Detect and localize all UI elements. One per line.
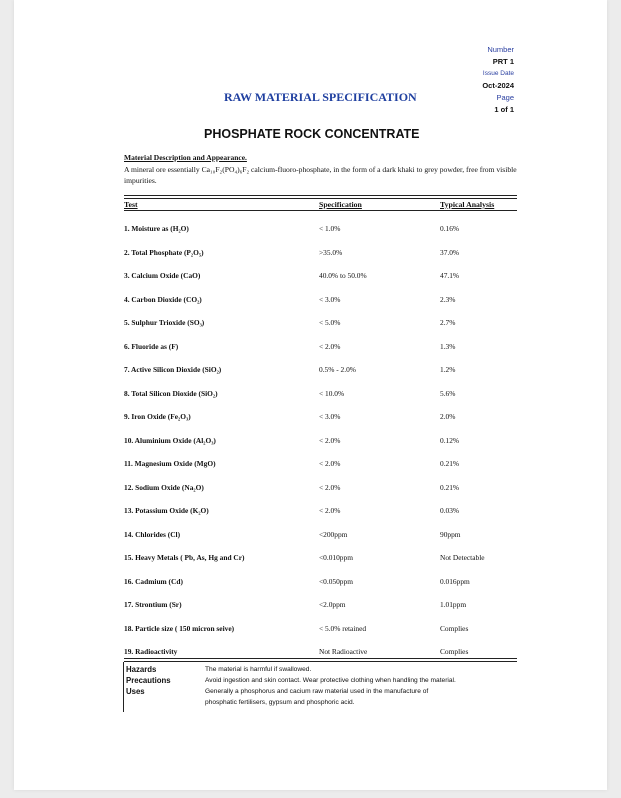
typical-analysis-value: 1.01ppm [440,600,467,609]
header-test: Test [124,200,138,209]
table-row [124,624,517,638]
hazards-text: The material is harmful if swallowed. [205,666,312,673]
test-name: 13. Potassium Oxide (K₂O) [124,506,209,515]
table-row [124,412,517,426]
issue-date-value: Oct-2024 [482,81,514,90]
specification-value: < 2.0% [319,506,341,515]
number-label: Number [487,45,514,54]
specification-value: <0.010ppm [319,553,353,562]
typical-analysis-value: 2.0% [440,412,456,421]
typical-analysis-value: 0.21% [440,482,460,492]
precautions-text: Avoid ingestion and skin contact. Wear protective clothing when handling the material. [205,677,456,684]
typical-analysis-value: Not Detectable [440,553,485,562]
typical-analysis-value: 2.7% [440,318,456,327]
page-label: Page [496,93,514,102]
specification-value: 0.5% - 2.0% [319,365,356,374]
test-name: 19. Radioactivity [124,647,178,656]
table-row [124,577,517,591]
table-row [124,553,517,567]
test-name: 12. Sodium Oxide (Na₂O) [124,482,204,492]
issue-date-label: Issue Date [482,70,514,77]
typical-analysis-value: 1.2% [440,365,456,374]
typical-analysis-value: 0.016ppm [440,576,470,586]
page-value: 1 of 1 [494,105,514,114]
table-row [124,224,517,238]
table-row [124,530,517,544]
table-row [124,342,517,356]
uses-text-line-2: phosphatic fertilisers, gypsum and phosphoric acid. [205,699,355,706]
header-typical-analysis: Typical Analysis [440,200,495,209]
document-meta [394,44,514,116]
table-row [124,318,517,332]
typical-analysis-value: 0.12% [440,435,460,445]
table-row [124,506,517,520]
typical-analysis-value: 90ppm [440,529,461,539]
test-name: 10. Aluminium Oxide (Al₂O₃) [124,435,216,445]
specification-value: < 10.0% [319,388,345,398]
test-name: 8. Total Silicon Dioxide (SiO₂) [124,388,218,398]
description-heading: Material Description and Appearance. [124,153,247,162]
description-text: A mineral ore essentially Ca₁₀F₂(PO₄)₆F₂ calcium-fluoro-phosphate, in the form of a dark khaki to grey powder, free from visible impurities. [124,165,517,185]
specification-value: <200ppm [319,529,348,539]
test-name: 9. Iron Oxide (Fe₂O₃) [124,412,191,421]
header-specification: Specification [319,200,362,209]
specification-value: < 2.0% [319,435,341,445]
uses-label: Uses [126,687,145,696]
test-name: 18. Particle size ( 150 micron seive) [124,623,235,633]
table-bottom-rule [124,658,517,659]
table-top-rule-2 [124,198,517,199]
table-row [124,483,517,497]
specification-value: < 5.0% retained [319,623,367,633]
table-row [124,248,517,262]
specification-value: < 5.0% [319,318,341,327]
footer-labels [126,664,171,697]
spec-title: RAW MATERIAL SPECIFICATION [224,90,417,104]
test-name: 14. Chlorides (Cl) [124,529,181,539]
test-name: 4. Carbon Dioxide (CO₂) [124,294,202,304]
typical-analysis-value: Complies [440,623,469,633]
typical-analysis-value: 1.3% [440,341,456,351]
specification-value: < 2.0% [319,341,341,351]
specification-value: < 2.0% [319,482,341,492]
specification-value: < 1.0% [319,224,341,233]
typical-analysis-value: Complies [440,647,469,656]
specification-value: < 3.0% [319,412,341,421]
specification-value: <0.050ppm [319,576,353,586]
footer-text [205,664,515,708]
table-row [124,436,517,450]
test-name: 17. Strontium (Sr) [124,600,182,609]
table-row [124,295,517,309]
table-row [124,389,517,403]
table-top-rule [124,195,517,196]
specification-value: Not Radioactive [319,647,368,656]
typical-analysis-value: 0.16% [440,224,460,233]
specification-value: 40.0% to 50.0% [319,271,367,280]
test-name: 16. Cadmium (Cd) [124,576,183,586]
hazards-section [123,662,519,712]
table-row [124,600,517,614]
specification-value: < 2.0% [319,459,341,468]
test-name: 1. Moisture as (H₂O) [124,224,189,233]
number-value: PRT 1 [492,57,514,66]
test-name: 3. Calcium Oxide (CaO) [124,271,201,280]
product-title: PHOSPHATE ROCK CONCENTRATE [204,127,420,141]
table-header-rule [124,210,517,211]
table-row [124,459,517,473]
test-name: 11. Magnesium Oxide (MgO) [124,459,216,468]
test-name: 15. Heavy Metals ( Pb, As, Hg and Cr) [124,553,245,562]
uses-text-line-1: Generally a phosphorus and cacium raw material used in the manufacture of [205,688,429,695]
typical-analysis-value: 2.3% [440,294,456,304]
precautions-label: Precautions [126,676,171,685]
typical-analysis-value: 37.0% [440,247,460,257]
hazards-label: Hazards [126,665,157,674]
typical-analysis-value: 0.21% [440,459,460,468]
table-row [124,271,517,285]
document-page [14,0,607,790]
specification-value: <2.0ppm [319,600,346,609]
test-name: 7. Active Silicon Dioxide (SiO₂) [124,365,222,374]
typical-analysis-value: 5.6% [440,388,456,398]
specification-value: < 3.0% [319,294,341,304]
typical-analysis-value: 0.03% [440,506,460,515]
test-name: 2. Total Phosphate (P₂O₅) [124,247,204,257]
table-row [124,365,517,379]
test-name: 5. Sulphur Trioxide (SO₃) [124,318,205,327]
typical-analysis-value: 47.1% [440,271,460,280]
specification-value: >35.0% [319,247,343,257]
test-name: 6. Fluoride as (F) [124,341,179,351]
